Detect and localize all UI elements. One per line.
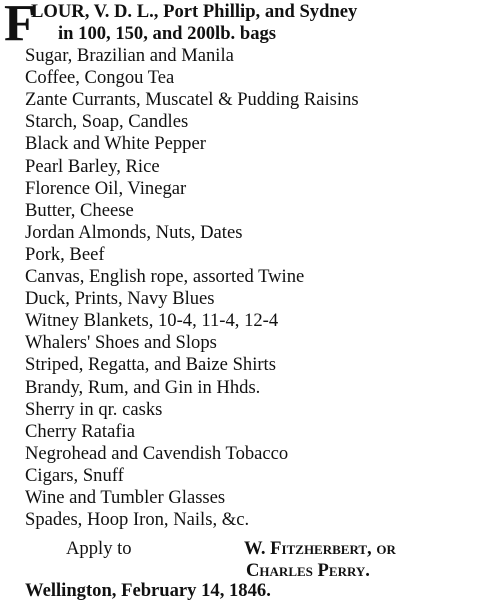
goods-list-item: Duck, Prints, Navy Blues: [25, 288, 215, 310]
goods-list-item: Sugar, Brazilian and Manila: [25, 45, 234, 66]
goods-list-item: Zante Currants, Muscatel & Pudding Raisins: [25, 89, 359, 111]
goods-list-item: Striped, Regatta, and Baize Shirts: [25, 354, 276, 376]
goods-list-item: Whalers' Shoes and Slops: [25, 332, 217, 354]
goods-list-item: Cherry Ratafia: [25, 420, 135, 442]
drop-cap: F: [4, 0, 36, 52]
goods-list-item: Witney Blankets, 10-4, 11-4, 12-4: [25, 310, 279, 332]
goods-list-item: Pearl Barley, Rice: [25, 155, 160, 177]
contact-fitzherbert: W. Fitzherbert, or: [244, 538, 396, 559]
apply-label: Apply to: [66, 538, 132, 559]
goods-list-item: Starch, Soap, Candles: [25, 111, 189, 133]
goods-list-item: Spades, Hoop Iron, Nails, &c.: [25, 509, 250, 531]
goods-list-item: Sherry in qr. casks: [25, 398, 163, 420]
goods-list-item: Pork, Beef: [25, 243, 105, 265]
goods-list-item: Black and White Pepper: [25, 133, 206, 155]
flour-heading: LOUR, V. D. L., Port Phillip, and Sydney: [31, 1, 358, 22]
goods-list-item: Butter, Cheese: [25, 199, 134, 221]
goods-list-item: Jordan Almonds, Nuts, Dates: [25, 221, 243, 243]
goods-list-item: Brandy, Rum, and Gin in Hhds.: [25, 376, 261, 398]
goods-list-item: Canvas, English rope, assorted Twine: [25, 266, 305, 287]
goods-list-item: Cigars, Snuff: [25, 464, 124, 486]
contact-perry: Charles Perry.: [246, 560, 370, 581]
flour-bag-sizes: in 100, 150, and 200lb. bags: [58, 23, 277, 44]
dateline: Wellington, February 14, 1846.: [25, 580, 271, 601]
goods-list-item: Florence Oil, Vinegar: [25, 177, 187, 199]
goods-list-item: Negrohead and Cavendish Tobacco: [25, 442, 289, 464]
goods-list-item: Wine and Tumbler Glasses: [25, 487, 226, 508]
goods-list-item: Coffee, Congou Tea: [25, 67, 175, 89]
